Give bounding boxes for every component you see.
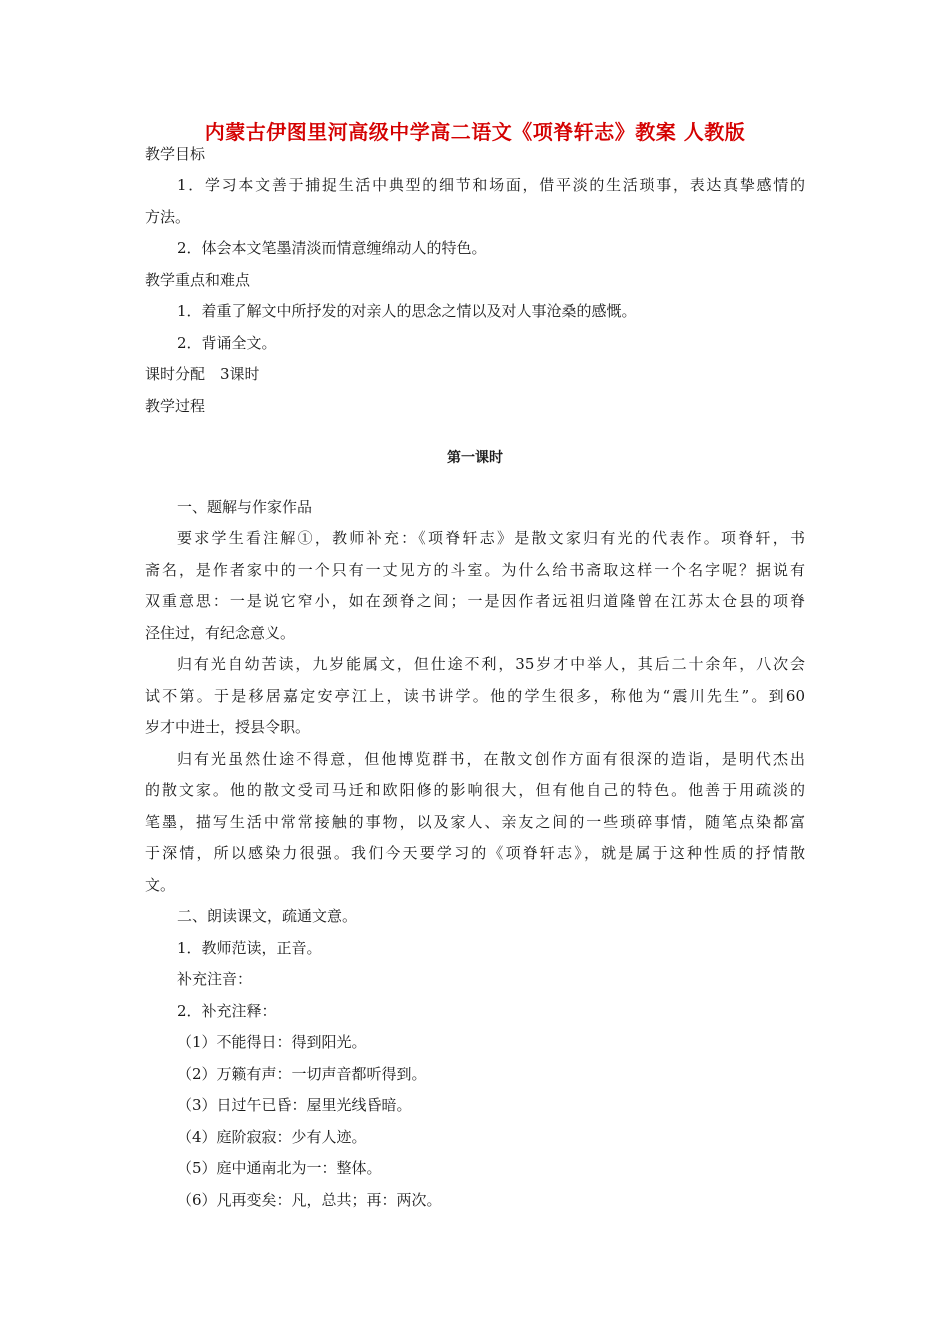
section-1-heading: 一、题解与作家作品: [177, 498, 313, 516]
pinyin-supplement: 补充注音：: [177, 970, 253, 988]
note-item: （1）不能得日：得到阳光。: [177, 1033, 367, 1051]
section-2-item-2: 2．补充注释：: [177, 1002, 277, 1020]
paragraph-3-line-2: 的散文家。他的散文受司马迁和欧阳修的影响很大，但有他自己的特色。他善于用疏淡的: [145, 781, 805, 799]
lesson-1-heading: 第一课时: [447, 450, 503, 466]
key-points-heading: 教学重点和难点: [145, 271, 251, 289]
objective-2: 2．体会本文笔墨清淡而情意缠绵动人的特色。: [177, 239, 487, 257]
note-item: （4）庭阶寂寂：少有人迹。: [177, 1128, 367, 1146]
paragraph-2-line-1: 归有光自幼苦读，九岁能属文，但仕途不利，35岁才中举人，其后二十余年，八次会: [177, 655, 805, 673]
paragraph-1-line-3: 双重意思：一是说它窄小，如在颈脊之间；一是因作者远祖归道隆曾在江苏太仓县的项脊: [145, 592, 805, 610]
document-title: 内蒙古伊图里河高级中学高二语文《项脊轩志》教案 人教版: [204, 120, 746, 144]
paragraph-2-line-3: 岁才中进士，授县令职。: [145, 718, 311, 736]
key-point-2: 2．背诵全文。: [177, 334, 277, 352]
note-item: （2）万籁有声：一切声音都听得到。: [177, 1065, 427, 1083]
paragraph-3-line-3: 笔墨，描写生活中常常接触的事物，以及家人、亲友之间的一些琐碎事情，随笔点染都富: [145, 813, 805, 831]
section-2-item-1: 1．教师范读，正音。: [177, 939, 322, 957]
key-point-1: 1．着重了解文中所抒发的对亲人的思念之情以及对人事沧桑的感慨。: [177, 302, 637, 320]
paragraph-1-line-1: 要求学生看注解①，教师补充：《项脊轩志》是散文家归有光的代表作。项脊轩，书: [177, 529, 805, 547]
note-item: （5）庭中通南北为一：整体。: [177, 1159, 382, 1177]
class-hours: 课时分配 3课时: [145, 365, 260, 383]
paragraph-3-line-4: 于深情，所以感染力很强。我们今天要学习的《项脊轩志》，就是属于这种性质的抒情散: [145, 844, 805, 862]
paragraph-3-line-1: 归有光虽然仕途不得意，但他博览群书，在散文创作方面有很深的造诣，是明代杰出: [177, 750, 805, 768]
process-heading: 教学过程: [145, 397, 206, 415]
note-item: （6）凡再变矣：凡，总共；再：两次。: [177, 1191, 442, 1209]
objective-1-line-1: 1．学习本文善于捕捉生活中典型的细节和场面，借平淡的生活琐事，表达真挚感情的: [177, 176, 805, 194]
paragraph-1-line-2: 斋名，是作者家中的一个只有一丈见方的斗室。为什么给书斋取这样一个名字呢？据说有: [145, 561, 805, 579]
paragraph-2-line-2: 试不第。于是移居嘉定安亭江上，读书讲学。他的学生很多，称他为“震川先生”。到60: [145, 687, 805, 705]
paragraph-3-line-5: 文。: [145, 876, 176, 894]
note-item: （3）日过午已昏：屋里光线昏暗。: [177, 1096, 412, 1114]
section-2-heading: 二、朗读课文，疏通文意。: [177, 907, 358, 925]
paragraph-1-line-4: 泾住过，有纪念意义。: [145, 624, 296, 642]
objective-1-line-2: 方法。: [145, 208, 191, 226]
objectives-heading: 教学目标: [145, 145, 206, 163]
